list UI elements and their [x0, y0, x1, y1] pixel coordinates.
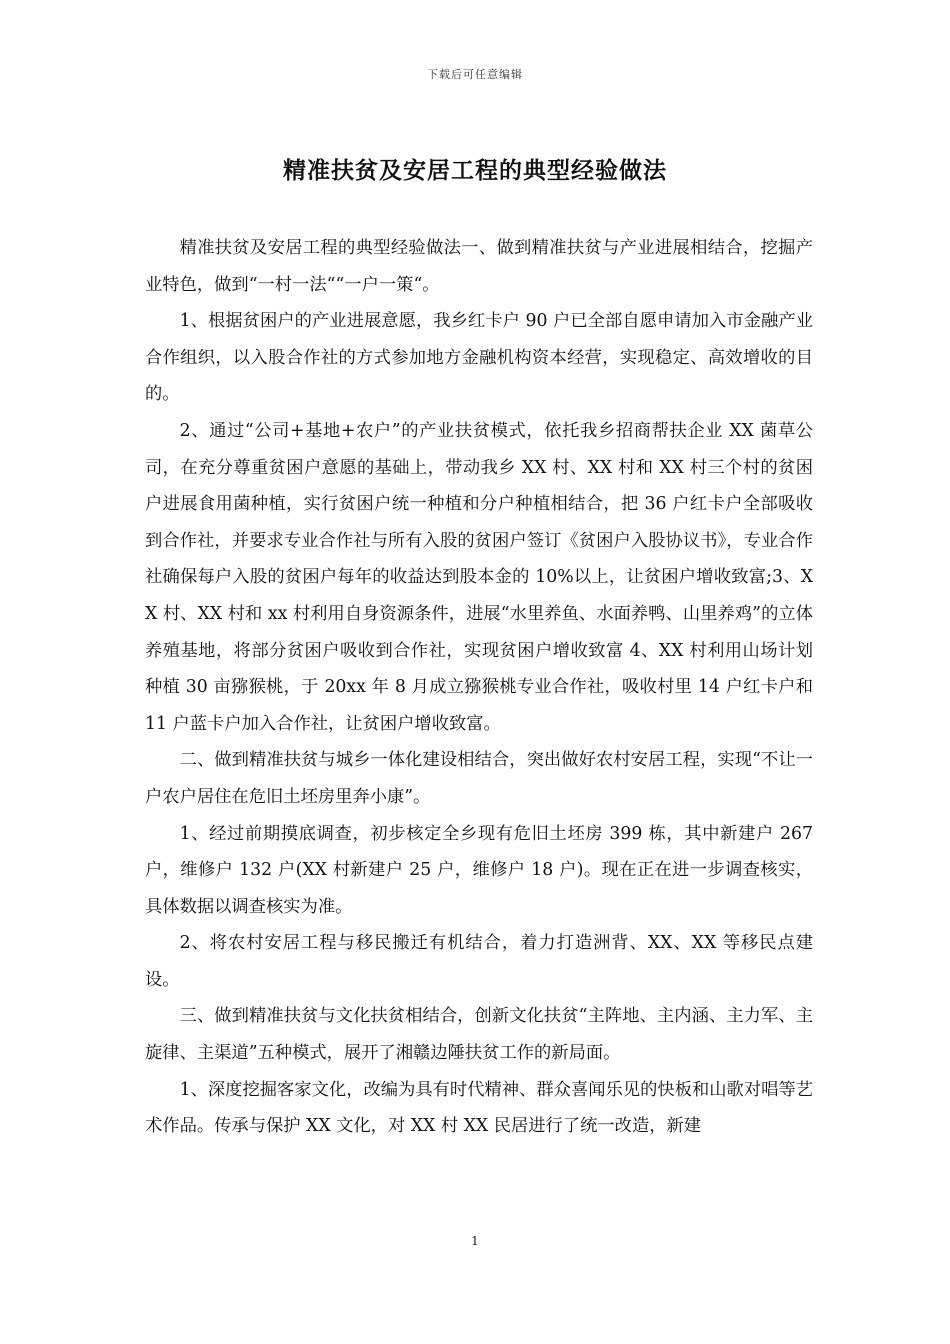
document-body: [145, 230, 813, 1145]
paragraph: 二、做到精准扶贫与城乡一体化建设相结合，突出做好农村安居工程，实现“不让一户农户居住在危旧土坯房里奔小康”。: [145, 750, 813, 807]
paragraph: 精准扶贫及安居工程的典型经验做法一、做到精准扶贫与产业进展相结合，挖掘产业特色，做到“一村一法““一户一策“。: [145, 238, 813, 295]
paragraph: 三、做到精准扶贫与文化扶贫相结合，创新文化扶贫“主阵地、主内涵、主力军、主旋律、主渠道”五种模式，展开了湘赣边陲扶贫工作的新局面。: [145, 1006, 813, 1064]
paragraph: 1、深度挖掘客家文化，改编为具有时代精神、群众喜闻乐见的快板和山歌对唱等艺术作品。传承与保护 XX 文化，对 XX 村 XX 民居进行了统一改造，新建: [145, 1079, 813, 1137]
page-number: 1: [471, 1234, 479, 1248]
header-note: 下载后可任意编辑: [427, 68, 523, 81]
paragraph: 2、通过“公司+基地+农户”的产业扶贫模式，依托我乡招商帮扶企业 XX 菌草公司，在充分尊重贫困户意愿的基础上，带动我乡 XX 村、XX 村和 XX 村三个村的贫困户进展食用菌种植，实行贫困户统一种植和分户种植相结合，把 36 户红卡户全部吸收到合作社，并要求专业合作社与所有入股的贫困户签订《贫困户入股协议书》，专业合作社确保每户入股的贫困户每年的收益达到股本金的 10%以上，让贫困户增收致富;3、XX 村、XX 村和 xx 村利用自身资源条件，进展“水里养鱼、水面养鸭、山里养鸡”的立体养殖基地，将部分贫困户吸收到合作社，实现贫困户增收致富 4、XX 村利用山场计划种植 30 亩猕猴桃，于 20xx 年 8 月成立猕猴桃专业合作社，吸收村里 14 户红卡户和 11 户蓝卡户加入合作社，让贫困户增收致富。: [145, 420, 813, 734]
paragraph: 2、将农村安居工程与移民搬迁有机结合，着力打造洲背、XX、XX 等移民点建设。: [145, 933, 813, 990]
paragraph: 1、根据贫困户的产业进展意愿，我乡红卡户 90 户已全部自愿申请加入市金融产业合作组织，以入股合作社的方式参加地方金融机构资本经营，实现稳定、高效增收的目的。: [145, 311, 813, 405]
paragraph: 1、经过前期摸底调查，初步核定全乡现有危旧土坯房 399 栋，其中新建户 267 户，维修户 132 户(XX 村新建户 25 户，维修户 18 户)。现在正在进一步调查核实，具体数据以调查核实为准。: [145, 823, 813, 917]
document-title: 精准扶贫及安居工程的典型经验做法: [283, 157, 667, 184]
